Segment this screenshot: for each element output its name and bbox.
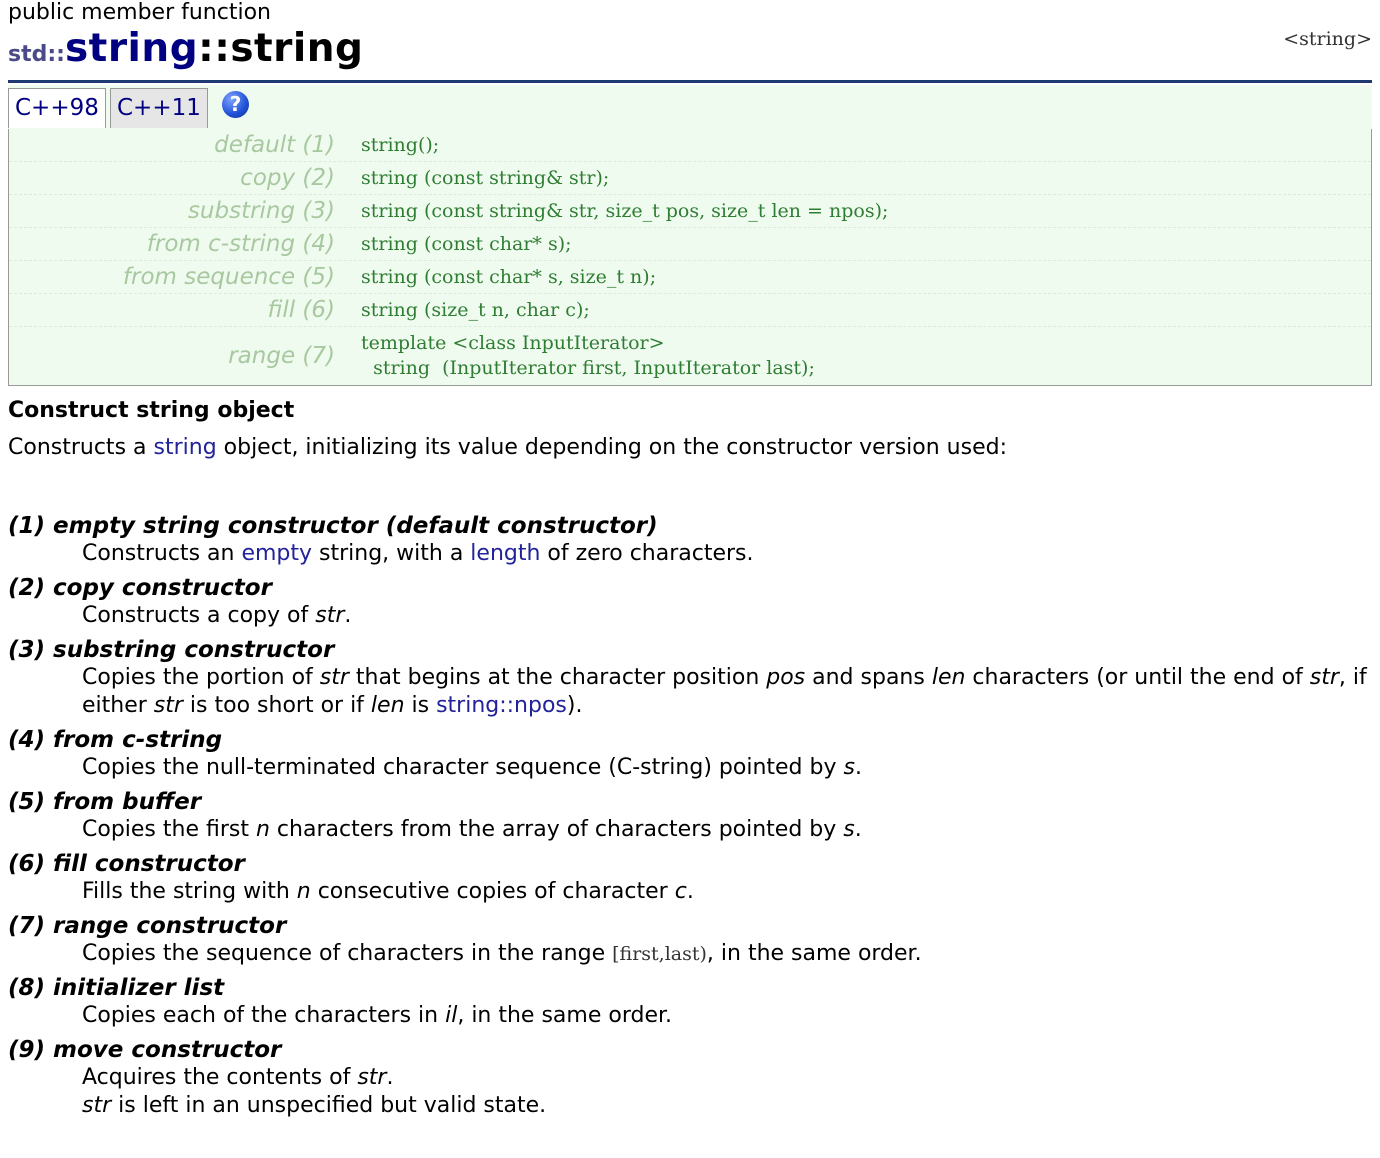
- tab-cpp98[interactable]: C++98: [8, 88, 106, 128]
- page-title: [8, 26, 363, 71]
- text: is too short or if: [182, 693, 371, 718]
- prototype-table: [8, 128, 1372, 386]
- text: , in the same order.: [706, 941, 922, 966]
- param: str: [1309, 665, 1339, 690]
- text: Copies the portion of: [82, 665, 320, 690]
- item-description: [82, 540, 1372, 568]
- item-description: [82, 664, 1372, 720]
- text: Acquires the contents of: [82, 1065, 358, 1090]
- text: is left in an unspecified but valid state.: [111, 1093, 547, 1118]
- text: Constructs a copy of: [82, 603, 316, 628]
- item-title: (4) from c-string: [8, 727, 223, 753]
- text: .: [344, 603, 352, 628]
- item-title: (8) initializer list: [8, 975, 225, 1001]
- param: n: [255, 817, 270, 842]
- header-link[interactable]: <string>: [1283, 28, 1372, 50]
- text: Copies each of the characters in: [82, 1003, 446, 1028]
- prototype-label: copy (2): [240, 165, 335, 191]
- version-tabbar: [8, 85, 1372, 129]
- text: Copies the first: [82, 817, 256, 842]
- prototype-code: string (size_t n, char c);: [361, 298, 590, 321]
- npos-link[interactable]: string::npos: [436, 693, 567, 718]
- item-title: (6) fill constructor: [8, 851, 245, 877]
- text: .: [686, 879, 694, 904]
- param: c: [674, 879, 687, 904]
- member-kind: public member function: [8, 0, 271, 25]
- param: len: [370, 693, 405, 718]
- help-icon[interactable]: ?: [222, 91, 249, 118]
- param: n: [296, 879, 311, 904]
- title-class: string: [64, 26, 199, 71]
- item-title: (5) from buffer: [8, 789, 202, 815]
- intro-paragraph: [8, 434, 1372, 462]
- prototype-label: range (7): [228, 343, 335, 369]
- param: str: [357, 1065, 387, 1090]
- item-title: (2) copy constructor: [8, 575, 272, 601]
- tab-cpp11[interactable]: C++11: [110, 88, 208, 128]
- param: il: [445, 1003, 458, 1028]
- title-separator: ::: [198, 26, 231, 71]
- prototype-code: string (const string& str);: [361, 166, 610, 189]
- text: consecutive copies of character: [310, 879, 675, 904]
- item-description: [82, 940, 1372, 968]
- prototype-row: [9, 195, 1371, 228]
- length-link[interactable]: length: [470, 541, 541, 566]
- empty-link[interactable]: empty: [241, 541, 313, 566]
- item-description: [82, 878, 1372, 906]
- prototype-code: string (const char* s);: [361, 232, 572, 255]
- param: len: [931, 665, 966, 690]
- item-title: (7) range constructor: [8, 913, 287, 939]
- item-description: [82, 602, 1372, 630]
- prototype-label: fill (6): [267, 297, 335, 323]
- item-description: [82, 1002, 1372, 1030]
- param: s: [843, 755, 855, 780]
- intro-text: object, initializing its value depending on the constructor version used:: [216, 435, 1007, 460]
- intro-text: Constructs a: [8, 435, 154, 460]
- param: str: [319, 665, 349, 690]
- title-row: [8, 26, 1372, 80]
- text: .: [386, 1065, 394, 1090]
- prototype-code: string();: [361, 133, 440, 156]
- text: is: [404, 693, 437, 718]
- prototype-code: template <class InputIterator> string (InputIterator first, InputIterator last);: [361, 332, 815, 379]
- range-code: [first,last): [612, 943, 707, 965]
- prototype-code: string (const char* s, size_t n);: [361, 265, 657, 288]
- text: ).: [566, 693, 583, 718]
- title-rule: [8, 80, 1372, 83]
- item-title: (1) empty string constructor (default constructor): [8, 513, 658, 539]
- prototype-label: substring (3): [187, 198, 335, 224]
- prototype-row: [9, 228, 1371, 261]
- reference-page: [8, 0, 1372, 1120]
- constructor-list: [8, 512, 1372, 1120]
- prototype-row: [9, 129, 1371, 162]
- item-title: (9) move constructor: [8, 1037, 282, 1063]
- text: of zero characters.: [540, 541, 754, 566]
- text: .: [854, 817, 862, 842]
- text: characters (or until the end of: [965, 665, 1310, 690]
- string-link[interactable]: string: [153, 435, 217, 460]
- title-function: string: [230, 26, 364, 71]
- text: string, with a: [312, 541, 471, 566]
- prototype-row: [9, 294, 1371, 327]
- text: , if either: [82, 665, 1367, 718]
- param: str: [153, 693, 183, 718]
- prototype-row: [9, 327, 1371, 385]
- param: str: [315, 603, 345, 628]
- prototype-label: from sequence (5): [122, 264, 335, 290]
- text: Copies the sequence of characters in the range: [82, 941, 613, 966]
- title-namespace: std::: [8, 42, 65, 67]
- text: Constructs an: [82, 541, 242, 566]
- param: s: [843, 817, 855, 842]
- item-description: [82, 816, 1372, 844]
- text: characters from the array of characters pointed by: [269, 817, 844, 842]
- text: Fills the string with: [82, 879, 297, 904]
- prototype-label: from c-string (4): [146, 231, 335, 257]
- param: str: [82, 1093, 112, 1118]
- text: that begins at the character position: [348, 665, 767, 690]
- prototype-label: default (1): [214, 132, 335, 158]
- prototype-code: string (const string& str, size_t pos, size_t len = npos);: [361, 199, 889, 222]
- item-description: [82, 1064, 1372, 1120]
- prototype-row: [9, 261, 1371, 294]
- text: .: [854, 755, 862, 780]
- text: Copies the null-terminated character sequence (C-string) pointed by: [82, 755, 844, 780]
- prototype-row: [9, 162, 1371, 195]
- section-heading: Construct string object: [8, 398, 295, 423]
- item-title: (3) substring constructor: [8, 637, 335, 663]
- item-description: [82, 754, 1372, 782]
- text: and spans: [805, 665, 932, 690]
- text: , in the same order.: [457, 1003, 672, 1028]
- param: pos: [766, 665, 806, 690]
